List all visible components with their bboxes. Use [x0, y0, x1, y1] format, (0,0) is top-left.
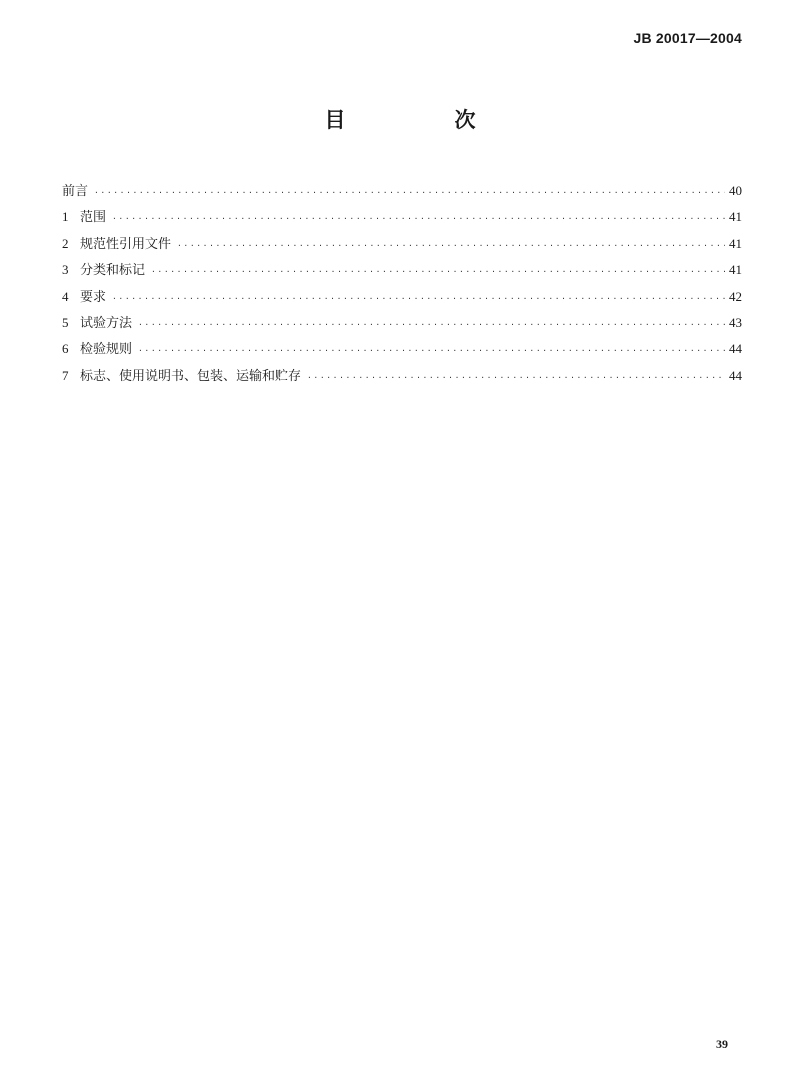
toc-page-number: 44: [729, 341, 742, 357]
toc-page-number: 40: [729, 183, 742, 198]
toc-entry-number: 4: [62, 288, 69, 304]
toc-dot-leader: [94, 188, 725, 197]
toc-dot-leader: [112, 294, 725, 303]
toc-entry-label: 规范性引用文件: [80, 236, 172, 252]
toc-entry-label: 试验方法: [80, 315, 133, 331]
toc-dot-leader: [307, 373, 725, 382]
toc-entry-number: 6: [62, 341, 69, 357]
toc-page-number: 44: [729, 367, 742, 383]
toc-title: 目 次: [324, 108, 520, 132]
table-of-contents: [62, 180, 742, 391]
toc-entry-label: 要求: [80, 289, 107, 305]
toc-dot-leader: [138, 346, 725, 355]
toc-entry-label: 标志、使用说明书、包装、运输和贮存: [80, 368, 302, 384]
toc-dot-leader: [177, 241, 725, 250]
toc-page-number: 41: [729, 235, 742, 251]
toc-page-number: 41: [729, 262, 742, 278]
toc-page-number: 43: [729, 314, 742, 330]
toc-entry-test-methods[interactable]: [62, 312, 742, 338]
toc-dot-leader: [138, 320, 725, 329]
toc-entry-classification[interactable]: [62, 259, 742, 285]
toc-entry-inspection-rules[interactable]: [62, 338, 742, 364]
toc-entry-label: 分类和标记: [80, 263, 146, 279]
toc-dot-leader: [151, 267, 725, 276]
toc-entry-number: 7: [62, 367, 69, 383]
toc-entry-label: 前言: [62, 184, 89, 199]
toc-entry-marking-packaging[interactable]: [62, 365, 742, 391]
toc-page-number: 41: [729, 209, 742, 225]
toc-entry-number: 5: [62, 314, 69, 330]
toc-dot-leader: [112, 214, 725, 223]
toc-entry-label: 检验规则: [80, 342, 133, 358]
toc-page-number: 42: [729, 288, 742, 304]
toc-entry-foreword[interactable]: [62, 180, 742, 206]
toc-entry-scope[interactable]: [62, 206, 742, 232]
toc-entry-number: 1: [62, 209, 69, 225]
toc-entry-number: 3: [62, 262, 69, 278]
toc-entry-normative-references[interactable]: [62, 233, 742, 259]
page-number: 39: [716, 1037, 728, 1051]
toc-entry-label: 范围: [80, 210, 107, 226]
toc-entry-number: 2: [62, 235, 69, 251]
standard-code: JB 20017—2004: [633, 30, 742, 46]
toc-entry-requirements[interactable]: [62, 286, 742, 312]
